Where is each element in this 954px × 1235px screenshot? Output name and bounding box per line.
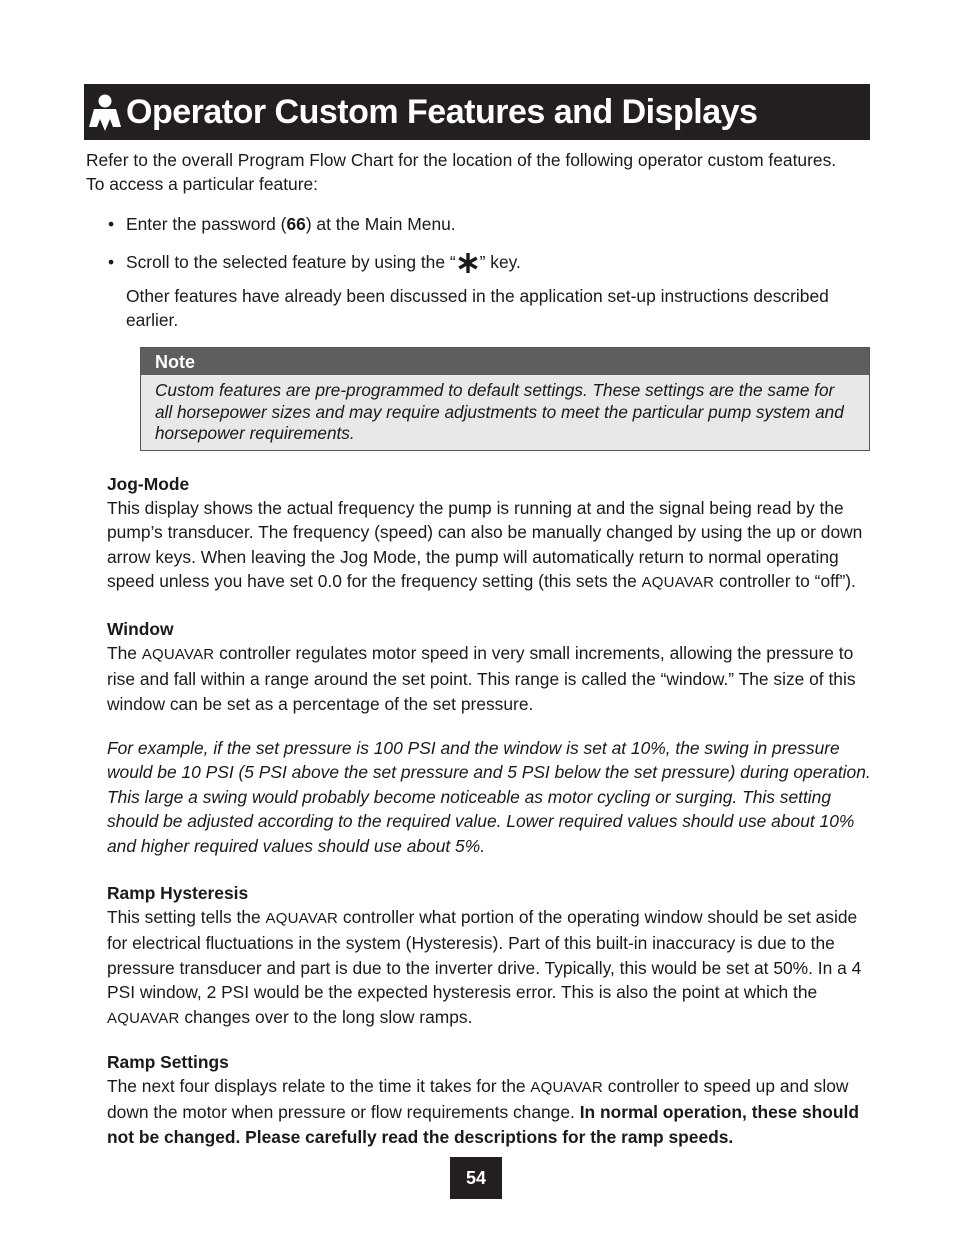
- password-value: 66: [286, 214, 306, 234]
- window-text-a: The: [107, 643, 142, 663]
- intro-line-1: Refer to the overall Program Flow Chart for the location of the following operator custom features.: [86, 150, 837, 170]
- ramp-hysteresis-text-a: This setting tells the: [107, 907, 266, 927]
- brand-name: AQUAVAR: [265, 910, 339, 927]
- ramp-hysteresis-text-b: controller what portion of the operating window should be set aside for electrical fluctuations in the system (Hysteresis). Part of this built-in inaccuracy is due to the pressure transducer and part is due to the inverter drive. Typically, this would be set at 50%. In a 4 PSI window, 2 PSI would be the expected hysteresis error. This is also the point at which the: [107, 907, 862, 1003]
- jog-mode-text-a: This display shows the actual frequency the pump is running at and the signal being read by the pump’s transducer. The frequency (speed) can also be manually changed by using the up or down arrow keys. When leaving the Jog Mode, the pump will automatically return to normal operating speed unless you have set 0.0 for the frequency setting (this sets the: [107, 498, 863, 592]
- jog-mode-text: [107, 496, 877, 596]
- ramp-settings-warning: In normal operation, these should not be changed. Please carefully read the descriptions for the ramp speeds.: [107, 1102, 859, 1147]
- page-number: 54: [450, 1157, 502, 1199]
- asterisk-key-icon: [457, 252, 479, 274]
- bullet-text: [126, 250, 521, 274]
- ramp-hysteresis-text: [107, 905, 877, 1031]
- bullet-text-pre: Enter the password (: [126, 214, 287, 234]
- brand-name: AQUAVAR: [530, 1079, 603, 1096]
- window-example-text: For example, if the set pressure is 100 PSI and the window is set at 10%, the swing in pressure would be 10 PSI (5 PSI above the set pressure and 5 PSI below the set pressure) during operation. This large a swing would probably become noticeable as motor cycling or surging. This setting should be adjusted according to the required value. Lower required values should use about 10% and higher required values should use about 5%.: [107, 738, 871, 856]
- ramp-settings-text-b: controller to speed up and slow down the motor when pressure or flow requirements change.: [107, 1076, 849, 1123]
- jog-mode-heading: Jog-Mode: [107, 474, 190, 494]
- bullet-text: [126, 212, 456, 236]
- window-text: [107, 641, 877, 716]
- window-heading: Window: [107, 619, 174, 639]
- window-text-b: controller regulates motor speed in very small increments, allowing the pressure to rise and fall within a range around the set point. This range is called the “window.” The size of this window can be set as a percentage of the set pressure.: [107, 643, 856, 714]
- ramp-settings-heading: Ramp Settings: [107, 1052, 229, 1072]
- person-icon: [88, 93, 122, 131]
- bullet-symbol: •: [108, 214, 115, 234]
- note-text: Custom features are pre-programmed to default settings. These settings are the same for all horsepower sizes and may require adjustments to meet the particular pump system and horsepower requirements.: [155, 380, 844, 443]
- jog-mode-text-b: controller to “off”).: [714, 571, 856, 592]
- brand-name: AQUAVAR: [641, 574, 715, 592]
- note-box: [140, 347, 870, 451]
- page-title-bar: [84, 84, 870, 140]
- ramp-hysteresis-heading: Ramp Hysteresis: [107, 883, 249, 903]
- bullet-text-post: ” key.: [479, 252, 521, 272]
- intro-paragraph: [86, 148, 886, 196]
- ramp-settings-text: [107, 1074, 877, 1149]
- intro-line-2: To access a particular feature:: [86, 174, 318, 194]
- bullet-text-post: ) at the Main Menu.: [305, 214, 456, 234]
- page-title: Operator Custom Features and Displays: [126, 92, 758, 131]
- brand-name: AQUAVAR: [107, 1009, 180, 1027]
- note-heading: Note: [141, 348, 869, 375]
- bullet-symbol: •: [108, 252, 115, 272]
- other-features-text: Other features have already been discussed in the application set-up instructions described earlier.: [126, 286, 829, 330]
- ramp-settings-text-a: The next four displays relate to the time it takes for the: [107, 1076, 531, 1096]
- ramp-hysteresis-text-c: changes over to the long slow ramps.: [179, 1006, 473, 1027]
- brand-name: AQUAVAR: [141, 646, 215, 663]
- bullet-text-pre: Scroll to the selected feature by using the “: [126, 252, 456, 272]
